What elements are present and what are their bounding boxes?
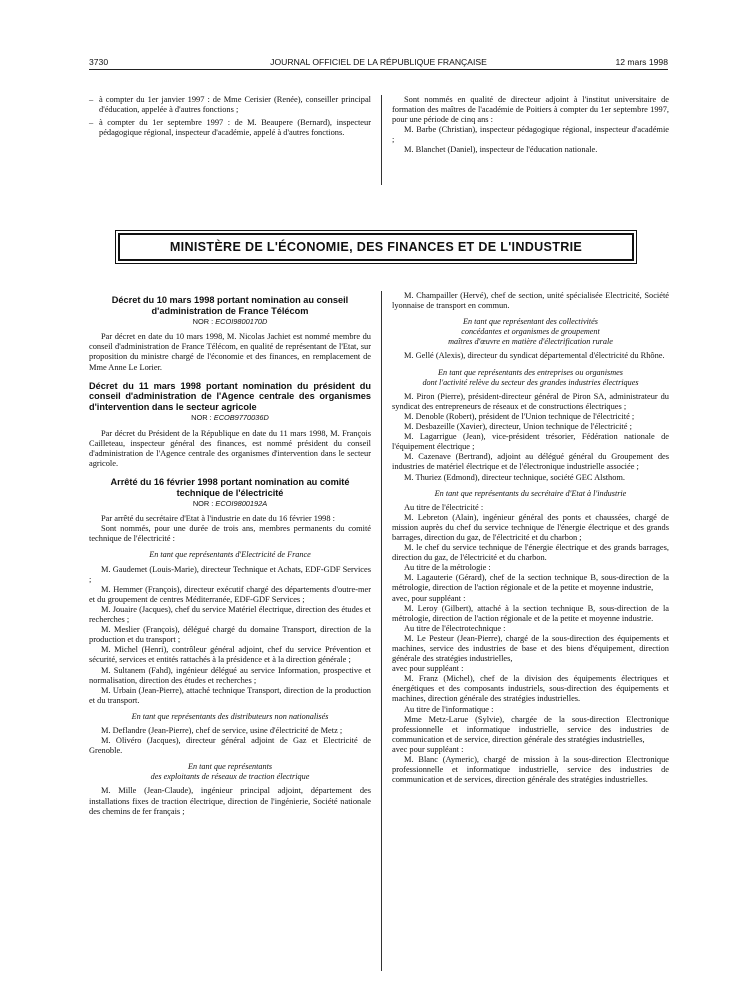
list-item: M. Blanc (Aymeric), chargé de mission à la sous-direction Electronique professionnelle et informatique industrielle, service des industries de communication et de services, direction générale des stratégies industrielles. — [392, 755, 669, 785]
subheading: Au titre de l'informatique : — [404, 704, 494, 714]
list-item: M. Olivéro (Jacques), directeur général adjoint de Gaz et Electricité de Grenoble. — [89, 736, 371, 756]
paragraph: Par arrêté du secrétaire d'Etat à l'industrie en date du 16 février 1998 : — [101, 514, 335, 524]
substitute-label: avec, pour suppléant : — [392, 593, 466, 603]
ministry-heading: MINISTÈRE DE L'ÉCONOMIE, DES FINANCES ET DE L'INDUSTRIE — [118, 233, 634, 261]
list-item: M. Jouaire (Jacques), chef du service Matériel électrique, direction des études et recherches ; — [89, 604, 371, 625]
section-heading: En tant que représentants des exploitants de réseaux de traction électrique — [150, 762, 310, 782]
substitute-label: avec pour suppléant : — [392, 664, 464, 674]
list-item: M. Piron (Pierre), président-directeur général de Piron SA, administrateur du syndicat des entrepreneurs de réseaux et de constructions électriques ; — [392, 391, 669, 411]
section-heading: En tant que représentants des distributeurs non nationalisés — [131, 711, 329, 721]
top-right-column — [392, 95, 669, 156]
list-item: M. Sultanem (Fahd), ingénieur délégué au service Information, prospective et normalisation, direction des études et recherches ; — [89, 665, 371, 685]
list-item: M. Leroy (Gilbert), attaché à la section technique B, sous-direction de la métrologie, direction de l'action régionale et de la petite et moyenne industrie. — [392, 603, 669, 623]
list-item: M. Meslier (François), délégué chargé du domaine Transport, direction de la production et du transport ; — [89, 625, 371, 645]
left-column — [89, 291, 371, 817]
list-item: M. Gellé (Alexis), directeur du syndicat départemental d'électricité du Rhône. — [404, 351, 665, 361]
column-divider — [381, 291, 382, 971]
page-number: 3730 — [89, 57, 109, 67]
nor-reference: NOR : ECOI9800170D — [192, 317, 268, 327]
section-heading: En tant que représentants d'Electricité de France — [149, 550, 311, 560]
list-item: M. Denoble (Robert), président de l'Union technique de l'électricité ; — [404, 411, 635, 421]
section-heading: En tant que représentant des collectivités concédantes et organismes de groupement maîtres d'œuvre en matière d'électrification rurale — [448, 317, 613, 347]
section-heading: En tant que représentants des entreprises ou organismes dont l'activité relève du secteur des grandes industries électriques — [422, 367, 639, 387]
list-item: M. Desbazeille (Xavier), directeur, Union technique de l'électricité ; — [404, 422, 632, 432]
decree-title: Arrêté du 16 février 1998 portant nomination au comité technique de l'électricité — [110, 476, 350, 498]
list-item: M. le chef du service technique de l'énergie électrique et des grands barrages, direction du gaz, de l'électricité et du charbon. — [392, 543, 669, 563]
header-rule — [89, 69, 668, 70]
subheading: Au titre de l'électricité : — [404, 502, 484, 512]
list-item: M. Lagarrigue (Jean), vice-président trésorier, Fédération nationale de l'équipement électrique ; — [392, 432, 669, 452]
list-item: M. Champailler (Hervé), chef de section, unité spécialisée Electricité, Société lyonnaise de transport en commun. — [392, 291, 669, 311]
list-item: M. Lagauterie (Gérard), chef de la section technique B, sous-direction de la métrologie, direction de l'action régionale et de la petite et moyenne industrie, — [392, 573, 669, 593]
issue-date: 12 mars 1998 — [615, 57, 668, 67]
column-divider — [381, 95, 382, 185]
decree-title: Décret du 11 mars 1998 portant nomination du président du conseil d'administration de l'Agence centrale des organismes d'intervention dans le secteur agricole — [89, 380, 371, 412]
decree-title: Décret du 10 mars 1998 portant nomination au conseil d'administration de France Télécom — [111, 295, 349, 316]
paragraph: Par décret en date du 10 mars 1998, M. Nicolas Jachiet est nommé membre du conseil d'administration de France Télécom, en qualité de représentant de l'Etat, sur proposition du ministre chargé de l'économie et des finances, en remplacement de Mme Anne Le Lorier. — [89, 332, 371, 372]
paragraph: Sont nommés, pour une durée de trois ans, membres permanents du comité technique de l'électricité : — [89, 524, 371, 544]
paragraph: M. Blanchet (Daniel), inspecteur de l'éducation nationale. — [404, 145, 598, 155]
right-column — [392, 291, 669, 785]
journal-title: JOURNAL OFFICIEL DE LA RÉPUBLIQUE FRANÇAISE — [270, 57, 487, 67]
page-header — [89, 57, 668, 69]
list-item: M. Hemmer (François), directeur exécutif chargé des départements d'outre-mer et du groupement de centres Méditerranée, EDF-GDF Services ; — [89, 584, 371, 604]
paragraph: Par décret du Président de la République en date du 11 mars 1998, M. François Cailleteau, inspecteur général des finances, est nommé président du conseil d'administration de l'Agence centrale des organismes d'intervention dans le secteur agricole. — [89, 428, 371, 468]
list-item: M. Le Pesteur (Jean-Pierre), chargé de la sous-direction des équipements et machines, service des industries de base et des biens d'équipement, direction générale des stratégies industrielles, — [392, 633, 669, 664]
subheading: Au titre de la métrologie : — [404, 563, 491, 573]
nor-reference: NOR : ECOI9800192A — [192, 499, 268, 509]
substitute-label: avec pour suppléant : — [392, 744, 464, 754]
list-item: M. Franz (Michel), chef de la division des équipements électriques et énergétiques et des composants industriels, sous-direction des équipements et machines, direction générale des stratégies industrielles. — [392, 674, 669, 704]
list-item: M. Gaudemet (Louis-Marie), directeur Technique et Achats, EDF-GDF Services ; — [89, 564, 371, 584]
subheading: Au titre de l'électrotechnique : — [404, 623, 506, 633]
section-heading: En tant que représentants du secrétaire d'Etat à l'industrie — [434, 488, 627, 498]
list-item: M. Urbain (Jean-Pierre), attaché technique Transport, direction de la production et du transport. — [89, 685, 371, 705]
nor-reference: NOR : ECOB9770036D — [191, 413, 269, 423]
list-item: M. Mille (Jean-Claude), ingénieur principal adjoint, département des installations fixes de traction électrique, direction de l'ingénierie, Société nationale des chemins de fer français ; — [89, 786, 371, 816]
top-left-column — [89, 95, 371, 141]
list-item: – à compter du 1er septembre 1997 : de M. Beaupere (Bernard), inspecteur pédagogique régional, inspecteur d'académie, appelé à d'autres fonctions. — [89, 118, 371, 138]
list-item: Mme Metz-Larue (Sylvie), chargée de la sous-direction Electronique professionnelle et informatique industrielle, service des industries de communication et de service, direction générale des stratégies industrielles, — [392, 714, 669, 744]
paragraph: Sont nommés en qualité de directeur adjoint à l'institut universitaire de formation des maîtres de l'académie de Poitiers à compter du 1er septembre 1997, pour une période de cinq ans : — [392, 95, 669, 125]
list-item: M. Lebreton (Alain), ingénieur général des ponts et chaussées, chargé de mission auprès du chef du service technique de l'énergie électrique et des grands barrages, direction du gaz, de l'électricité et du charbon ; — [392, 512, 669, 542]
list-item: M. Thuriez (Edmond), directeur technique, société GEC Alsthom. — [404, 472, 626, 482]
list-item: M. Deflandre (Jean-Pierre), chef de service, usine d'électricité de Metz ; — [101, 725, 343, 735]
list-item: M. Michel (Henri), contrôleur général adjoint, chef du service Prévention et sécurité, services et entités rattachés à la présidence et à la direction générale ; — [89, 645, 371, 665]
list-item: M. Cazenave (Bertrand), adjoint au délégué général du Groupement des industries de matériel électrique et de l'électronique industrielle associée ; — [392, 452, 669, 472]
paragraph: M. Barbe (Christian), inspecteur pédagogique régional, inspecteur d'académie ; — [392, 125, 669, 145]
top-section — [89, 95, 669, 185]
main-section — [89, 291, 669, 971]
list-item: – à compter du 1er janvier 1997 : de Mme Cerisier (Renée), conseiller principal d'éducation, appelée à d'autres fonctions ; — [89, 95, 371, 115]
